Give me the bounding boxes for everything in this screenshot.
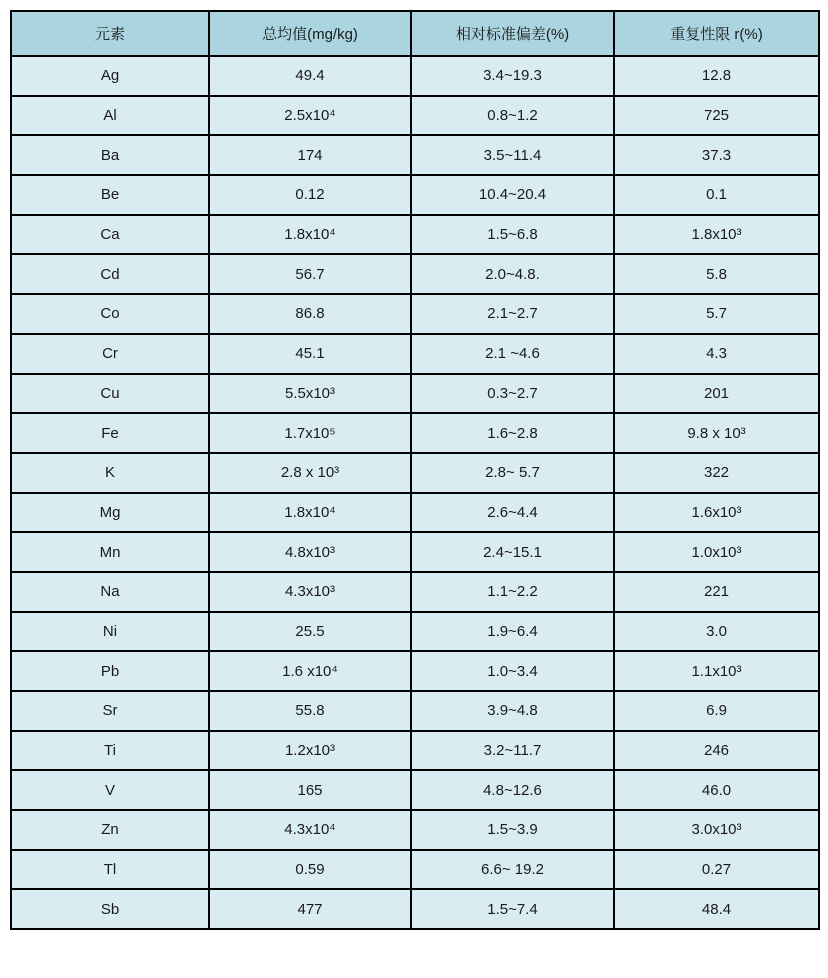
cell-repeatability-limit: 3.0x10³ xyxy=(614,810,819,850)
cell-rsd: 0.3~2.7 xyxy=(411,374,614,414)
cell-mean: 1.2x10³ xyxy=(209,731,411,771)
cell-rsd: 2.0~4.8. xyxy=(411,254,614,294)
cell-repeatability-limit: 5.7 xyxy=(614,294,819,334)
cell-repeatability-limit: 221 xyxy=(614,572,819,612)
cell-mean: 165 xyxy=(209,770,411,810)
cell-rsd: 2.8~ 5.7 xyxy=(411,453,614,493)
cell-element: Sr xyxy=(11,691,209,731)
cell-repeatability-limit: 1.1x10³ xyxy=(614,651,819,691)
table-row xyxy=(11,334,819,374)
cell-rsd: 1.6~2.8 xyxy=(411,413,614,453)
cell-element: Fe xyxy=(11,413,209,453)
cell-mean: 477 xyxy=(209,889,411,929)
table-row xyxy=(11,254,819,294)
table-row xyxy=(11,731,819,771)
cell-mean: 25.5 xyxy=(209,612,411,652)
cell-mean: 1.6 x10⁴ xyxy=(209,651,411,691)
table-row xyxy=(11,453,819,493)
cell-rsd: 2.4~15.1 xyxy=(411,532,614,572)
cell-element: Mn xyxy=(11,532,209,572)
elements-table xyxy=(10,10,820,930)
table-row xyxy=(11,532,819,572)
cell-mean: 86.8 xyxy=(209,294,411,334)
cell-repeatability-limit: 322 xyxy=(614,453,819,493)
cell-element: K xyxy=(11,453,209,493)
cell-rsd: 2.6~4.4 xyxy=(411,493,614,533)
cell-element: V xyxy=(11,770,209,810)
cell-rsd: 3.9~4.8 xyxy=(411,691,614,731)
header-row xyxy=(11,11,819,56)
table-row xyxy=(11,135,819,175)
header-repeatability-limit: 重复性限 r(%) xyxy=(614,11,819,56)
cell-repeatability-limit: 4.3 xyxy=(614,334,819,374)
table-row xyxy=(11,889,819,929)
table-body xyxy=(11,56,819,929)
cell-element: Sb xyxy=(11,889,209,929)
cell-mean: 0.12 xyxy=(209,175,411,215)
table-row xyxy=(11,56,819,96)
table-row xyxy=(11,612,819,652)
cell-rsd: 1.0~3.4 xyxy=(411,651,614,691)
cell-element: Na xyxy=(11,572,209,612)
cell-element: Ag xyxy=(11,56,209,96)
table-row xyxy=(11,215,819,255)
header-element: 元素 xyxy=(11,11,209,56)
cell-mean: 56.7 xyxy=(209,254,411,294)
cell-repeatability-limit: 6.9 xyxy=(614,691,819,731)
cell-element: Cr xyxy=(11,334,209,374)
table-row xyxy=(11,651,819,691)
cell-element: Be xyxy=(11,175,209,215)
table-row xyxy=(11,96,819,136)
cell-mean: 4.3x10⁴ xyxy=(209,810,411,850)
table-row xyxy=(11,770,819,810)
cell-mean: 1.8x10⁴ xyxy=(209,493,411,533)
cell-repeatability-limit: 12.8 xyxy=(614,56,819,96)
cell-repeatability-limit: 5.8 xyxy=(614,254,819,294)
cell-rsd: 6.6~ 19.2 xyxy=(411,850,614,890)
table-row xyxy=(11,374,819,414)
cell-rsd: 4.8~12.6 xyxy=(411,770,614,810)
cell-rsd: 10.4~20.4 xyxy=(411,175,614,215)
cell-element: Al xyxy=(11,96,209,136)
cell-repeatability-limit: 725 xyxy=(614,96,819,136)
cell-repeatability-limit: 246 xyxy=(614,731,819,771)
table-row xyxy=(11,175,819,215)
cell-repeatability-limit: 1.0x10³ xyxy=(614,532,819,572)
table-row xyxy=(11,850,819,890)
header-rsd: 相对标准偏差(%) xyxy=(411,11,614,56)
table-row xyxy=(11,413,819,453)
cell-element: Ca xyxy=(11,215,209,255)
table-row xyxy=(11,493,819,533)
cell-repeatability-limit: 0.1 xyxy=(614,175,819,215)
cell-mean: 2.8 x 10³ xyxy=(209,453,411,493)
cell-repeatability-limit: 1.8x10³ xyxy=(614,215,819,255)
cell-repeatability-limit: 201 xyxy=(614,374,819,414)
cell-rsd: 1.5~3.9 xyxy=(411,810,614,850)
cell-element: Zn xyxy=(11,810,209,850)
cell-element: Mg xyxy=(11,493,209,533)
header-mean: 总均值(mg/kg) xyxy=(209,11,411,56)
cell-mean: 49.4 xyxy=(209,56,411,96)
cell-element: Tl xyxy=(11,850,209,890)
cell-rsd: 3.4~19.3 xyxy=(411,56,614,96)
cell-repeatability-limit: 9.8 x 10³ xyxy=(614,413,819,453)
cell-rsd: 1.5~7.4 xyxy=(411,889,614,929)
table-row xyxy=(11,294,819,334)
cell-element: Ni xyxy=(11,612,209,652)
cell-element: Ba xyxy=(11,135,209,175)
cell-mean: 45.1 xyxy=(209,334,411,374)
cell-rsd: 1.1~2.2 xyxy=(411,572,614,612)
table-row xyxy=(11,691,819,731)
cell-mean: 174 xyxy=(209,135,411,175)
table-row xyxy=(11,810,819,850)
cell-element: Pb xyxy=(11,651,209,691)
cell-element: Cd xyxy=(11,254,209,294)
cell-mean: 5.5x10³ xyxy=(209,374,411,414)
cell-rsd: 3.2~11.7 xyxy=(411,731,614,771)
cell-repeatability-limit: 0.27 xyxy=(614,850,819,890)
table-row xyxy=(11,572,819,612)
cell-rsd: 0.8~1.2 xyxy=(411,96,614,136)
cell-repeatability-limit: 46.0 xyxy=(614,770,819,810)
cell-mean: 4.8x10³ xyxy=(209,532,411,572)
cell-repeatability-limit: 1.6x10³ xyxy=(614,493,819,533)
cell-mean: 2.5x10⁴ xyxy=(209,96,411,136)
cell-mean: 1.8x10⁴ xyxy=(209,215,411,255)
cell-rsd: 2.1 ~4.6 xyxy=(411,334,614,374)
cell-mean: 4.3x10³ xyxy=(209,572,411,612)
cell-repeatability-limit: 3.0 xyxy=(614,612,819,652)
cell-element: Ti xyxy=(11,731,209,771)
cell-element: Co xyxy=(11,294,209,334)
cell-element: Cu xyxy=(11,374,209,414)
cell-rsd: 2.1~2.7 xyxy=(411,294,614,334)
cell-mean: 1.7x10⁵ xyxy=(209,413,411,453)
cell-rsd: 1.9~6.4 xyxy=(411,612,614,652)
table-header xyxy=(11,11,819,56)
cell-repeatability-limit: 48.4 xyxy=(614,889,819,929)
cell-rsd: 1.5~6.8 xyxy=(411,215,614,255)
cell-mean: 0.59 xyxy=(209,850,411,890)
cell-rsd: 3.5~11.4 xyxy=(411,135,614,175)
cell-mean: 55.8 xyxy=(209,691,411,731)
cell-repeatability-limit: 37.3 xyxy=(614,135,819,175)
